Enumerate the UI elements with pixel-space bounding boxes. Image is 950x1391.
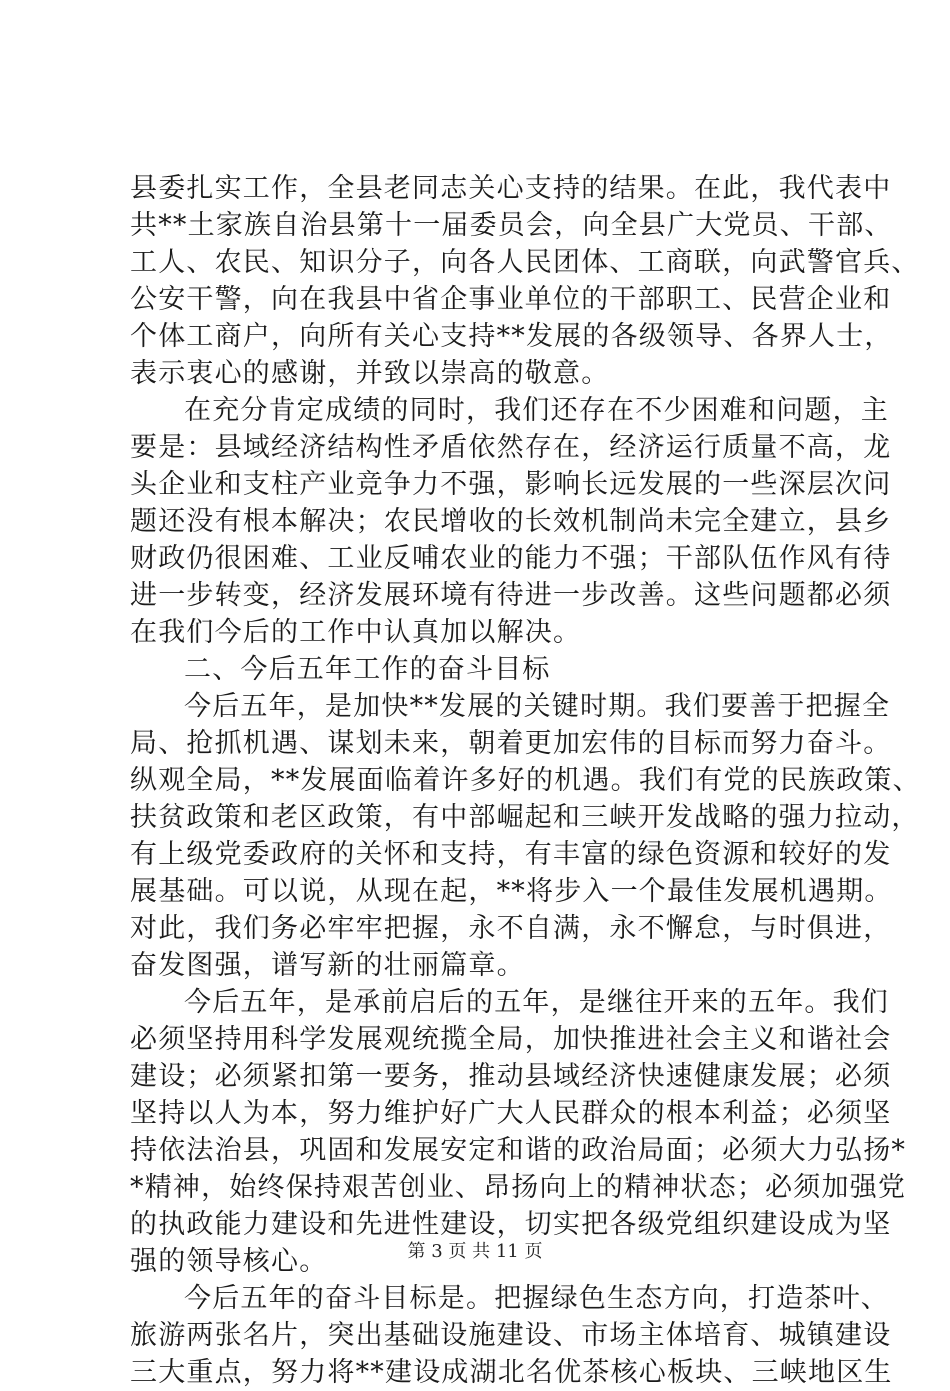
- text-line: 三大重点，努力将**建设成湖北名优茶核心板块、三峡地区生: [130, 1357, 893, 1388]
- section-heading: 二、今后五年工作的奋斗目标: [184, 654, 551, 685]
- text-line: 局、抢抓机遇、谋划未来，朝着更加宏伟的目标而努力奋斗。: [130, 728, 892, 759]
- text-line: 公安干警，向在我县中省企事业单位的干部职工、民营企业和: [130, 284, 892, 315]
- text-line: 县委扎实工作，全县老同志关心支持的结果。在此，我代表中: [130, 173, 892, 204]
- text-line: 奋发图强，谱写新的壮丽篇章。: [130, 950, 525, 981]
- text-line: 坚持以人为本，努力维护好广大人民群众的根本利益；必须坚: [130, 1098, 892, 1129]
- text-line: 必须坚持用科学发展观统揽全局，加快推进社会主义和谐社会: [130, 1024, 892, 1055]
- text-line: 表示衷心的感谢，并致以崇高的敬意。: [130, 358, 610, 389]
- text-line: 扶贫政策和老区政策，有中部崛起和三峡开发战略的强力拉动，: [130, 802, 920, 833]
- text-line: 共**土家族自治县第十一届委员会，向全县广大党员、干部、: [130, 210, 893, 241]
- text-line: 展基础。可以说，从现在起，**将步入一个最佳发展机遇期。: [130, 876, 893, 907]
- text-line: 在我们今后的工作中认真加以解决。: [130, 617, 582, 648]
- text-line: 对此，我们务必牢牢把握，永不自满，永不懈怠，与时俱进，: [130, 913, 892, 944]
- text-line: 纵观全局，**发展面临着许多好的机遇。我们有党的民族政策、: [130, 765, 921, 796]
- paragraph-start-line: 今后五年的奋斗目标是。把握绿色生态方向，打造茶叶、: [184, 1283, 889, 1314]
- text-line: 旅游两张名片，突出基础设施建设、市场主体培育、城镇建设: [130, 1320, 892, 1351]
- text-line: 的执政能力建设和先进性建设，切实把各级党组织建设成为坚: [130, 1209, 892, 1240]
- text-line: 工人、农民、知识分子，向各人民团体、工商联，向武警官兵、: [130, 247, 920, 278]
- text-line: 个体工商户，向所有关心支持**发展的各级领导、各界人士，: [130, 321, 893, 352]
- paragraph-start-line: 今后五年，是承前启后的五年，是继往开来的五年。我们: [184, 987, 889, 1018]
- text-line: 建设；必须紧扣第一要务，推动县域经济快速健康发展；必须: [130, 1061, 892, 1092]
- paragraph-start-line: 今后五年，是加快**发展的关键时期。我们要善于把握全: [184, 691, 891, 722]
- text-line: 有上级党委政府的关怀和支持，有丰富的绿色资源和较好的发: [130, 839, 892, 870]
- text-line: 头企业和支柱产业竞争力不强，影响长远发展的一些深层次问: [130, 469, 892, 500]
- text-line: *精神，始终保持艰苦创业、昂扬向上的精神状态；必须加强党: [130, 1172, 907, 1203]
- text-line: 题还没有根本解决；农民增收的长效机制尚未完全建立，县乡: [130, 506, 892, 537]
- paragraph-start-line: 在充分肯定成绩的同时，我们还存在不少困难和问题，主: [184, 395, 889, 426]
- text-line: 进一步转变，经济发展环境有待进一步改善。这些问题都必须: [130, 580, 892, 611]
- text-line: 持依法治县，巩固和发展安定和谐的政治局面；必须大力弘扬*: [130, 1135, 907, 1166]
- text-line: 财政仍很困难、工业反哺农业的能力不强；干部队伍作风有待: [130, 543, 892, 574]
- text-line: 强的领导核心。: [130, 1246, 328, 1277]
- document-body: [130, 170, 921, 1391]
- text-line: 要是：县域经济结构性矛盾依然存在，经济运行质量不高，龙: [130, 432, 892, 463]
- page-number-footer: 第 3 页 共 11 页: [407, 1241, 543, 1262]
